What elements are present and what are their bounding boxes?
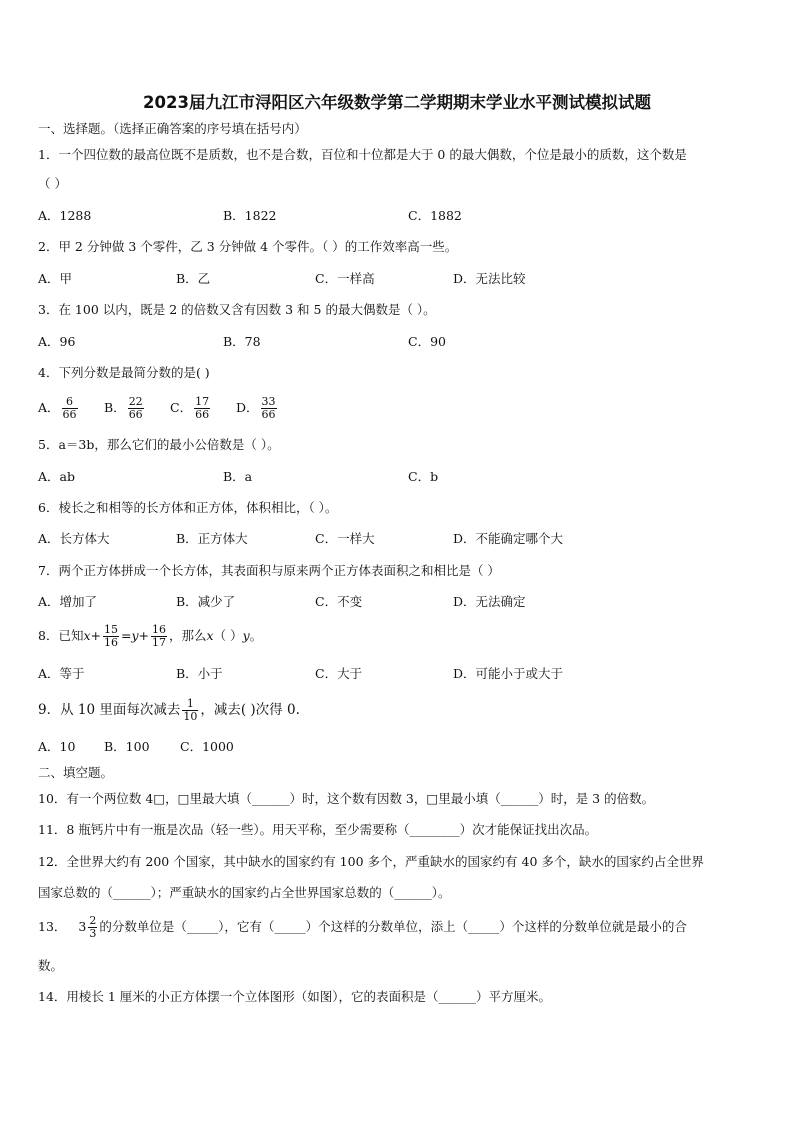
option-c: C．90 — [408, 334, 446, 349]
option-a: A． $\frac{6}{66}$ — [38, 395, 77, 421]
question-1-stem: 1．一个四位数的最高位既不是质数，也不是合数，百位和十位都是大于 0 的最大偶数，个位是最小的质数，这个数是 — [38, 147, 687, 162]
option-a: A．增加了 — [38, 594, 98, 609]
question-9-stem: 9．从 10 里面每次减去 $\frac{1}{10}$ ，减去( )次得 0. — [38, 697, 300, 723]
question-2-stem: 2．甲 2 分钟做 3 个零件，乙 3 分钟做 4 个零件。（ ）的工作效率高一些。 — [38, 239, 458, 254]
question-12-line-1: 12．全世界大约有 200 个国家，其中缺水的国家约有 100 多个，严重缺水的国家约有 40 多个，缺水的国家约占全世界 — [38, 854, 704, 869]
option-a: A．ab — [38, 469, 75, 484]
option-a: A．10 — [38, 739, 76, 754]
question-1-blank: （ ） — [38, 176, 67, 191]
fraction: $\frac{17}{66}$ — [195, 395, 210, 421]
option-d: D．无法比较 — [453, 271, 526, 286]
question-4-stem: 4．下列分数是最简分数的是( ) — [38, 365, 210, 380]
section-fill-heading: 二、填空题。 — [38, 765, 114, 780]
option-b: B．乙 — [176, 271, 211, 286]
option-b: B．小于 — [176, 666, 223, 681]
question-7-stem: 7．两个正方体拼成一个长方体，其表面积与原来两个正方体表面积之和相比是（ ） — [38, 563, 500, 578]
option-c: C．大于 — [315, 666, 363, 681]
question-13-line-1: 13． 3 $\frac{2}{3}$ 的分数单位是（_____），它有（_____）个这样的分数单位，添上（_____）个这样的分数单位就是最小的合 — [38, 914, 687, 940]
fraction-16-17: $\frac{16}{17}$ — [152, 623, 167, 649]
option-c: C．一样高 — [315, 271, 375, 286]
option-c: C．不变 — [315, 594, 363, 609]
section-choice-heading: 一、选择题。（选择正确答案的序号填在括号内） — [38, 121, 307, 136]
option-a: A．等于 — [38, 666, 85, 681]
option-c: C．1882 — [408, 208, 462, 223]
option-d: D．不能确定哪个大 — [453, 531, 564, 546]
option-c: C．1000 — [180, 739, 234, 754]
question-14: 14．用棱长 1 厘米的小正方体摆一个立体图形（如图），它的表面积是（______）平方厘米。 — [38, 989, 552, 1004]
option-c: C．一样大 — [315, 531, 375, 546]
question-11: 11．8 瓶钙片中有一瓶是次品（轻一些）。用天平称，至少需要称（________）次才能保证找出次品。 — [38, 822, 598, 837]
fraction-15-16: $\frac{15}{16}$ — [104, 623, 118, 649]
question-5-stem: 5．a＝3b，那么它们的最小公倍数是（ ）。 — [38, 437, 280, 452]
option-d: D． $\frac{33}{66}$ — [236, 395, 276, 421]
option-d: D．可能小于或大于 — [453, 666, 564, 681]
question-3-stem: 3．在 100 以内，既是 2 的倍数又含有因数 3 和 5 的最大偶数是（ ）。 — [38, 302, 436, 317]
option-b: B． $\frac{22}{66}$ — [104, 395, 143, 421]
option-d: D．无法确定 — [453, 594, 526, 609]
option-c: C． $\frac{17}{66}$ — [170, 395, 210, 421]
page-title: 2023届九江市浔阳区六年级数学第二学期期末学业水平测试模拟试题 — [143, 93, 651, 112]
question-13-line-2: 数。 — [38, 958, 64, 973]
question-10: 10．有一个两位数 4□，□里最大填（______）时，这个数有因数 3，□里最小填（______）时，是 3 的倍数。 — [38, 791, 655, 806]
fraction: $\frac{22}{66}$ — [128, 395, 143, 421]
mixed-number: 3 $\frac{2}{3}$ — [78, 914, 97, 940]
option-b: B．100 — [104, 739, 150, 754]
fraction: $\frac{6}{66}$ — [62, 395, 77, 421]
question-8-stem: 8．已知x+ $\frac{15}{16}$ =y+ $\frac{16}{17}$ ，那么x（ ）y。 — [38, 623, 263, 649]
option-b: B．78 — [223, 334, 261, 349]
question-6-stem: 6．棱长之和相等的长方体和正方体，体积相比，（ ）。 — [38, 500, 338, 515]
fraction: $\frac{33}{66}$ — [261, 395, 276, 421]
option-a: A．甲 — [38, 271, 73, 286]
option-b: B．a — [223, 469, 253, 484]
option-b: B．1822 — [223, 208, 277, 223]
question-12-line-2: 国家总数的（______）；严重缺水的国家约占全世界国家总数的（______）。 — [38, 885, 451, 900]
option-b: B．减少了 — [176, 594, 236, 609]
option-a: A．1288 — [38, 208, 92, 223]
fraction-2-3: $\frac{2}{3}$ — [89, 914, 97, 940]
option-a: A．96 — [38, 334, 76, 349]
option-a: A．长方体大 — [38, 531, 110, 546]
fraction-1-10: $\frac{1}{10}$ — [183, 697, 198, 723]
option-b: B．正方体大 — [176, 531, 248, 546]
option-c: C．b — [408, 469, 439, 484]
